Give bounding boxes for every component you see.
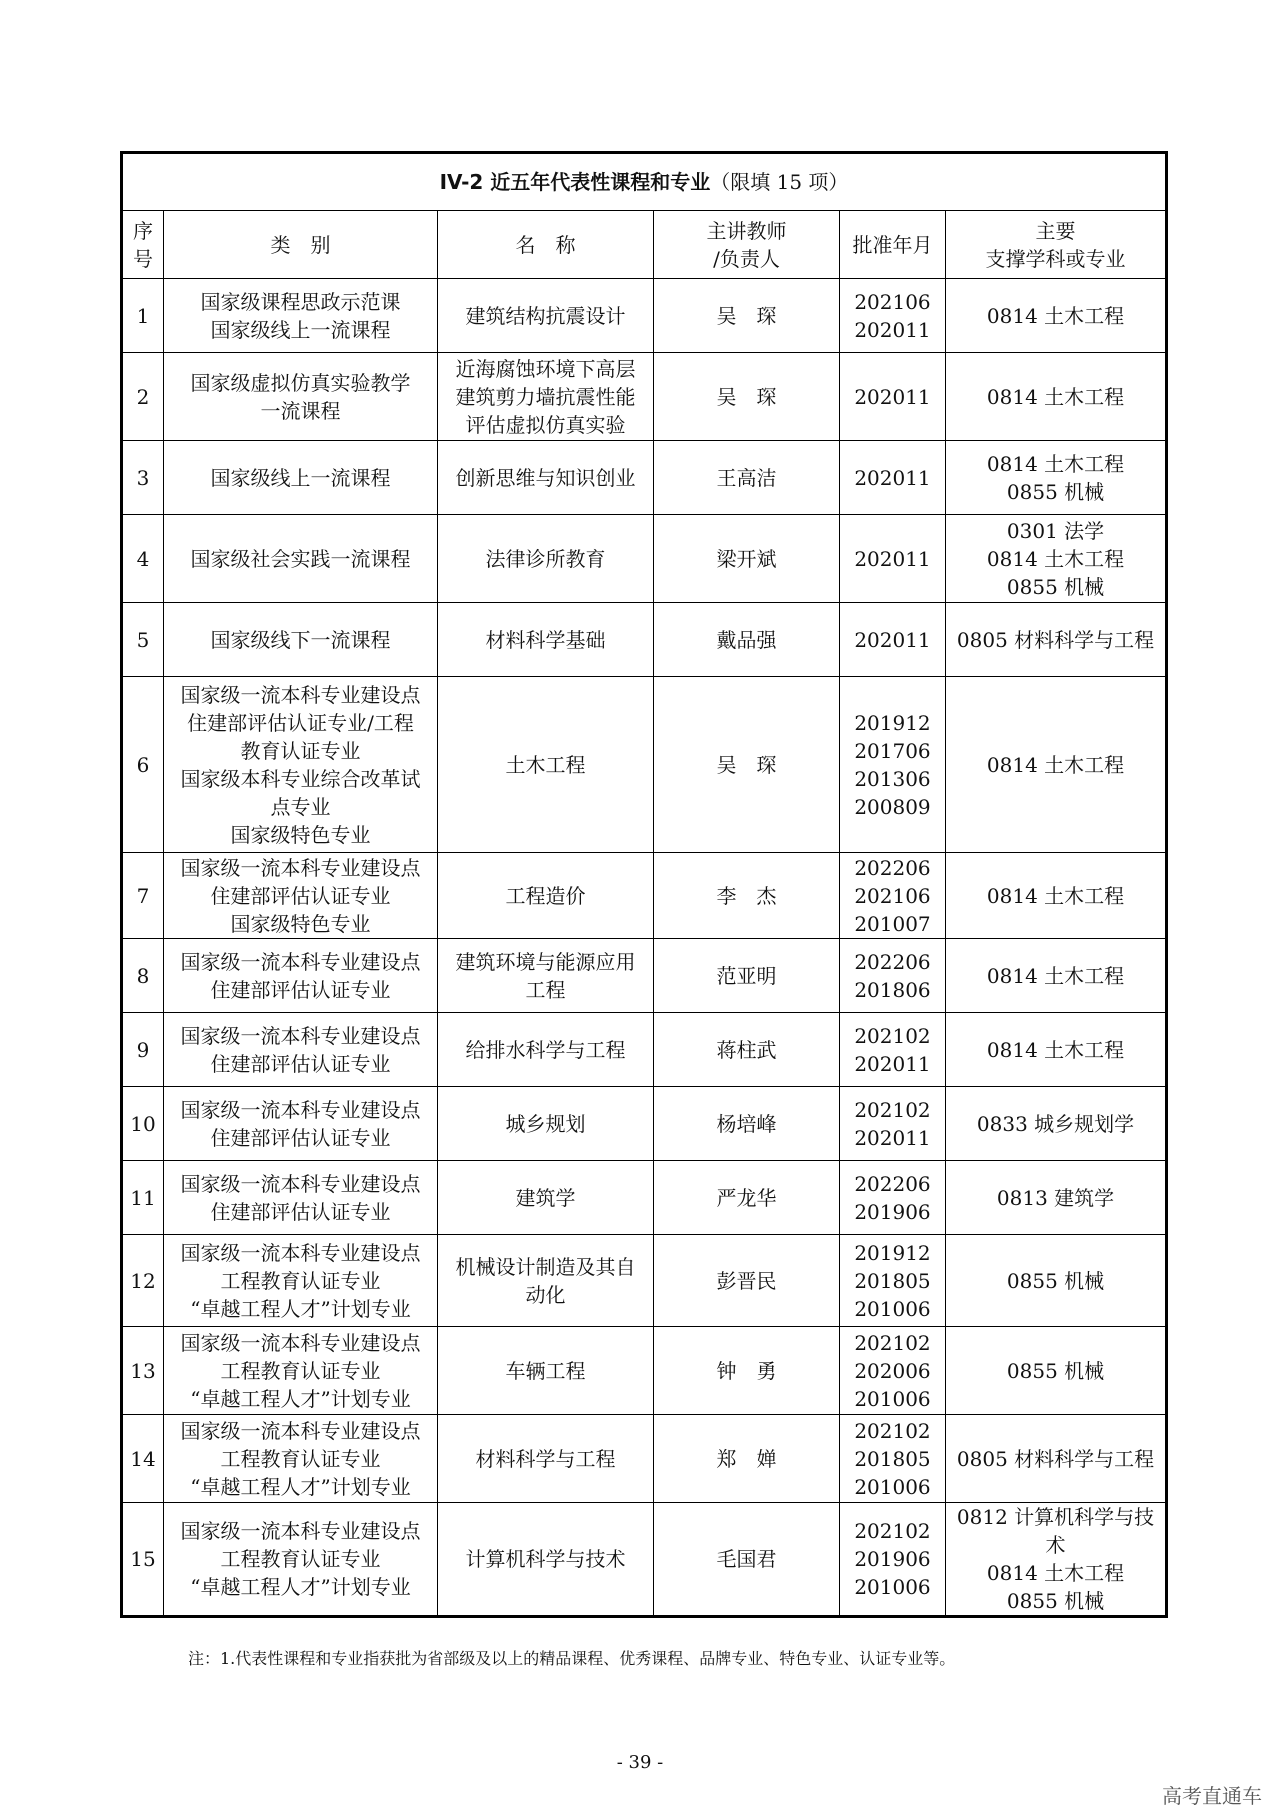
cell-seq: 3	[122, 441, 164, 515]
table-row	[122, 1235, 1167, 1327]
cell-category	[164, 1087, 438, 1161]
cell-category-line: 国家级线上一流课程	[210, 465, 391, 490]
cell-category-line: 住建部评估认证专业	[210, 977, 391, 1002]
cell-approval-line: 202106	[854, 289, 931, 314]
cell-teacher: 钟 勇	[654, 1327, 840, 1415]
cell-discipline	[946, 1161, 1167, 1235]
cell-category-line: 教育认证专业	[240, 738, 361, 763]
cell-discipline-line: 0855 机械	[1006, 1358, 1105, 1383]
cell-discipline	[946, 515, 1167, 603]
cell-discipline	[946, 353, 1167, 441]
cell-name	[438, 939, 654, 1013]
header-seq: 序 号	[122, 211, 164, 279]
cell-category	[164, 1327, 438, 1415]
cell-approval-line: 201706	[854, 738, 931, 763]
cell-category-line: 国家级虚拟仿真实验教学	[190, 370, 411, 395]
header-row	[122, 211, 1167, 279]
cell-discipline	[946, 603, 1167, 677]
cell-approval-line: 202102	[854, 1097, 931, 1122]
cell-discipline-line: 0814 土木工程	[986, 1037, 1125, 1062]
cell-discipline	[946, 853, 1167, 939]
cell-discipline-line: 0812 计算机科学与技	[956, 1505, 1155, 1529]
cell-approval	[840, 1415, 946, 1503]
cell-approval	[840, 515, 946, 603]
cell-category-line: 国家级本科专业综合改革试	[180, 766, 421, 791]
cell-category-line: 一流课程	[260, 398, 341, 423]
header-category: 类 别	[164, 211, 438, 279]
table-row	[122, 939, 1167, 1013]
cell-teacher: 范亚明	[654, 939, 840, 1013]
cell-name-line: 计算机科学与技术	[465, 1547, 626, 1571]
cell-discipline-line: 0805 材料科学与工程	[956, 627, 1155, 652]
cell-name-line: 工程造价	[505, 883, 586, 908]
cell-category-line: 国家级线上一流课程	[210, 317, 391, 342]
table-row	[122, 1327, 1167, 1415]
cell-category-line: “卓越工程人才”计划专业	[190, 1474, 411, 1499]
cell-name-line: 土木工程	[505, 752, 586, 777]
cell-discipline	[946, 1415, 1167, 1503]
cell-category-line: 国家级社会实践一流课程	[190, 546, 411, 571]
cell-discipline	[946, 1503, 1167, 1617]
cell-name	[438, 1235, 654, 1327]
cell-name	[438, 853, 654, 939]
cell-category	[164, 677, 438, 853]
cell-name-line: 近海腐蚀环境下高层	[455, 356, 636, 381]
cell-category	[164, 603, 438, 677]
table-row	[122, 603, 1167, 677]
cell-name-line: 车辆工程	[505, 1358, 586, 1383]
cell-approval-line: 202206	[854, 949, 931, 974]
cell-discipline-line: 0301 法学	[1006, 518, 1105, 543]
cell-discipline-line: 0833 城乡规划学	[976, 1111, 1135, 1136]
cell-approval	[840, 1503, 946, 1617]
cell-discipline-line: 0814 土木工程	[986, 752, 1125, 777]
cell-name	[438, 1327, 654, 1415]
cell-category-line: “卓越工程人才”计划专业	[190, 1575, 411, 1599]
cell-approval	[840, 939, 946, 1013]
cell-category-line: 住建部评估认证专业	[210, 1051, 391, 1076]
cell-category-line: 住建部评估认证专业/工程	[187, 710, 414, 735]
cell-name	[438, 603, 654, 677]
cell-approval-line: 202011	[854, 384, 931, 409]
cell-name-line: 材料科学与工程	[475, 1446, 616, 1471]
cell-discipline	[946, 279, 1167, 353]
cell-name-line: 建筑学	[515, 1185, 576, 1210]
cell-approval	[840, 1327, 946, 1415]
cell-name-line: 机械设计制造及其自	[455, 1254, 636, 1279]
page-number: - 39 -	[616, 1752, 664, 1773]
cell-teacher: 彭晋民	[654, 1235, 840, 1327]
cell-approval	[840, 1235, 946, 1327]
cell-category-line: 国家级一流本科专业建设点	[180, 1240, 421, 1265]
cell-name	[438, 1161, 654, 1235]
cell-approval-line: 201006	[854, 1386, 931, 1411]
table-row	[122, 279, 1167, 353]
cell-discipline-line: 0814 土木工程	[986, 546, 1125, 571]
cell-seq: 9	[122, 1013, 164, 1087]
cell-teacher: 王高洁	[654, 441, 840, 515]
cell-seq: 11	[122, 1161, 164, 1235]
cell-discipline-line: 0855 机械	[1006, 479, 1105, 504]
cell-approval	[840, 603, 946, 677]
cell-category	[164, 853, 438, 939]
cell-approval-line: 201006	[854, 1296, 931, 1321]
cell-category-line: 国家级课程思政示范课	[200, 289, 401, 314]
cell-seq: 6	[122, 677, 164, 853]
table-row	[122, 677, 1167, 853]
cell-approval	[840, 1161, 946, 1235]
cell-category-line: 工程教育认证专业	[220, 1446, 381, 1471]
cell-teacher: 梁开斌	[654, 515, 840, 603]
cell-category	[164, 1013, 438, 1087]
cell-discipline-line: 0814 土木工程	[986, 883, 1125, 908]
cell-approval	[840, 353, 946, 441]
cell-discipline	[946, 1327, 1167, 1415]
table-row	[122, 1503, 1167, 1617]
cell-approval	[840, 853, 946, 939]
cell-name-line: 创新思维与知识创业	[455, 465, 636, 490]
cell-approval-line: 202011	[854, 627, 931, 652]
cell-category-line: 住建部评估认证专业	[210, 883, 391, 908]
cell-category-line: 国家级一流本科专业建设点	[180, 1519, 421, 1543]
cell-approval	[840, 1013, 946, 1087]
cell-approval-line: 201912	[854, 1240, 931, 1265]
cell-approval-line: 200809	[854, 794, 931, 819]
cell-approval-line: 202206	[854, 855, 931, 880]
cell-discipline-line: 0814 土木工程	[986, 451, 1125, 476]
cell-approval-line: 202102	[854, 1330, 931, 1355]
cell-discipline-line: 0855 机械	[1006, 574, 1105, 599]
cell-teacher: 毛国君	[654, 1503, 840, 1617]
cell-seq: 2	[122, 353, 164, 441]
cell-name	[438, 1087, 654, 1161]
cell-category-line: 国家级一流本科专业建设点	[180, 949, 421, 974]
cell-seq: 8	[122, 939, 164, 1013]
cell-category	[164, 1235, 438, 1327]
cell-name	[438, 1415, 654, 1503]
cell-approval	[840, 279, 946, 353]
cell-category	[164, 279, 438, 353]
cell-category	[164, 441, 438, 515]
cell-name-line: 法律诊所教育	[485, 546, 606, 571]
table-row	[122, 353, 1167, 441]
cell-approval-line: 201006	[854, 1474, 931, 1499]
cell-name	[438, 1503, 654, 1617]
cell-approval-line: 202206	[854, 1171, 931, 1196]
header-teacher: 主讲教师 /负责人	[654, 211, 840, 279]
cell-category-line: 国家级一流本科专业建设点	[180, 1023, 421, 1048]
footnote: 注：1.代表性课程和专业指获批为省部级及以上的精品课程、优秀课程、品牌专业、特色专业、认证专业等。	[188, 1649, 956, 1668]
cell-category-line: 国家级一流本科专业建设点	[180, 1330, 421, 1355]
cell-name-line: 城乡规划	[505, 1111, 586, 1136]
cell-discipline-line: 0855 机械	[1006, 1589, 1105, 1613]
cell-name	[438, 353, 654, 441]
cell-discipline	[946, 1087, 1167, 1161]
table-row	[122, 515, 1167, 603]
cell-category	[164, 1503, 438, 1617]
cell-category-line: 住建部评估认证专业	[210, 1199, 391, 1224]
cell-discipline-line: 0814 土木工程	[986, 303, 1125, 328]
cell-approval-line: 202011	[854, 1051, 931, 1076]
cell-category	[164, 515, 438, 603]
cell-name-line: 评估虚拟仿真实验	[465, 412, 626, 437]
cell-category-line: 国家级特色专业	[230, 822, 371, 847]
table-row	[122, 1013, 1167, 1087]
cell-approval-line: 202102	[854, 1418, 931, 1443]
cell-approval	[840, 441, 946, 515]
cell-approval-line: 201306	[854, 766, 931, 791]
section-title-row	[122, 153, 1167, 211]
cell-seq: 1	[122, 279, 164, 353]
section-title	[122, 153, 1167, 211]
cell-teacher: 吴 琛	[654, 353, 840, 441]
cell-category-line: 国家级一流本科专业建设点	[180, 1418, 421, 1443]
cell-seq: 14	[122, 1415, 164, 1503]
cell-category	[164, 353, 438, 441]
cell-teacher: 吴 琛	[654, 677, 840, 853]
cell-category-line: 国家级一流本科专业建设点	[180, 1097, 421, 1122]
cell-approval-line: 202011	[854, 546, 931, 571]
cell-category-line: 点专业	[270, 794, 331, 819]
cell-name-line: 动化	[525, 1282, 566, 1307]
cell-category-line: 国家级特色专业	[230, 911, 371, 936]
section-title-note: （限填 15 项）	[710, 170, 849, 194]
cell-name-line: 工程	[525, 977, 566, 1002]
cell-approval-line: 202102	[854, 1519, 931, 1543]
document-page	[120, 151, 1165, 1618]
cell-approval	[840, 1087, 946, 1161]
cell-teacher: 吴 琛	[654, 279, 840, 353]
cell-approval-line: 201805	[854, 1446, 931, 1471]
cell-seq: 5	[122, 603, 164, 677]
cell-approval-line: 201912	[854, 710, 931, 735]
cell-name	[438, 279, 654, 353]
header-discipline: 主要 支撑学科或专业	[946, 211, 1167, 279]
cell-discipline	[946, 441, 1167, 515]
cell-seq: 7	[122, 853, 164, 939]
cell-name-line: 给排水科学与工程	[465, 1037, 626, 1062]
cell-category-line: “卓越工程人才”计划专业	[190, 1386, 411, 1411]
cell-name	[438, 1013, 654, 1087]
cell-category-line: 工程教育认证专业	[220, 1268, 381, 1293]
cell-seq: 15	[122, 1503, 164, 1617]
cell-discipline-line: 0814 土木工程	[986, 963, 1125, 988]
cell-category-line: 国家级一流本科专业建设点	[180, 1171, 421, 1196]
cell-approval-line: 201006	[854, 1575, 931, 1599]
cell-discipline-line: 0855 机械	[1006, 1268, 1105, 1293]
table-row	[122, 1087, 1167, 1161]
table-row	[122, 441, 1167, 515]
cell-category-line: 国家级一流本科专业建设点	[180, 855, 421, 880]
cell-approval-line: 201806	[854, 977, 931, 1002]
cell-name-line: 建筑环境与能源应用	[455, 949, 636, 974]
cell-seq: 10	[122, 1087, 164, 1161]
cell-name-line: 材料科学基础	[485, 627, 606, 652]
cell-discipline	[946, 1013, 1167, 1087]
cell-approval-line: 202011	[854, 317, 931, 342]
cell-teacher: 杨培峰	[654, 1087, 840, 1161]
cell-approval-line: 201906	[854, 1547, 931, 1571]
cell-approval-line: 201906	[854, 1199, 931, 1224]
cell-category-line: 国家级线下一流课程	[210, 627, 391, 652]
cell-approval-line: 202011	[854, 1125, 931, 1150]
cell-discipline	[946, 1235, 1167, 1327]
cell-teacher: 戴品强	[654, 603, 840, 677]
cell-name-line: 建筑结构抗震设计	[465, 303, 626, 328]
cell-name	[438, 515, 654, 603]
cell-category-line: 住建部评估认证专业	[210, 1125, 391, 1150]
watermark: 高考直通车	[1162, 1784, 1262, 1808]
cell-discipline-line: 0814 土木工程	[986, 1561, 1125, 1585]
cell-category	[164, 939, 438, 1013]
header-approval: 批准年月	[840, 211, 946, 279]
cell-seq: 12	[122, 1235, 164, 1327]
cell-seq: 13	[122, 1327, 164, 1415]
cell-name	[438, 677, 654, 853]
cell-approval	[840, 677, 946, 853]
header-name: 名 称	[438, 211, 654, 279]
cell-discipline-line: 0805 材料科学与工程	[956, 1446, 1155, 1471]
cell-category-line: 工程教育认证专业	[220, 1358, 381, 1383]
cell-discipline	[946, 939, 1167, 1013]
cell-category-line: 工程教育认证专业	[220, 1547, 381, 1571]
cell-approval-line: 202106	[854, 883, 931, 908]
cell-category-line: 国家级一流本科专业建设点	[180, 682, 421, 707]
cell-category	[164, 1415, 438, 1503]
table-row	[122, 1415, 1167, 1503]
cell-category-line: “卓越工程人才”计划专业	[190, 1296, 411, 1321]
section-title-text: IV-2 近五年代表性课程和专业	[439, 170, 711, 194]
cell-name-line: 建筑剪力墙抗震性能	[455, 384, 636, 409]
cell-discipline-line: 术	[1045, 1533, 1066, 1557]
cell-discipline-line: 0813 建筑学	[996, 1185, 1115, 1210]
cell-teacher: 严龙华	[654, 1161, 840, 1235]
cell-approval-line: 201805	[854, 1268, 931, 1293]
cell-approval-line: 202011	[854, 465, 931, 490]
cell-approval-line: 202102	[854, 1023, 931, 1048]
cell-approval-line: 202006	[854, 1358, 931, 1383]
cell-approval-line: 201007	[854, 911, 931, 936]
cell-seq: 4	[122, 515, 164, 603]
cell-category	[164, 1161, 438, 1235]
cell-teacher: 李 杰	[654, 853, 840, 939]
course-table	[120, 151, 1168, 1618]
cell-teacher: 郑 婵	[654, 1415, 840, 1503]
cell-discipline-line: 0814 土木工程	[986, 384, 1125, 409]
cell-discipline	[946, 677, 1167, 853]
cell-teacher: 蒋柱武	[654, 1013, 840, 1087]
cell-name	[438, 441, 654, 515]
table-row	[122, 1161, 1167, 1235]
table-row	[122, 853, 1167, 939]
